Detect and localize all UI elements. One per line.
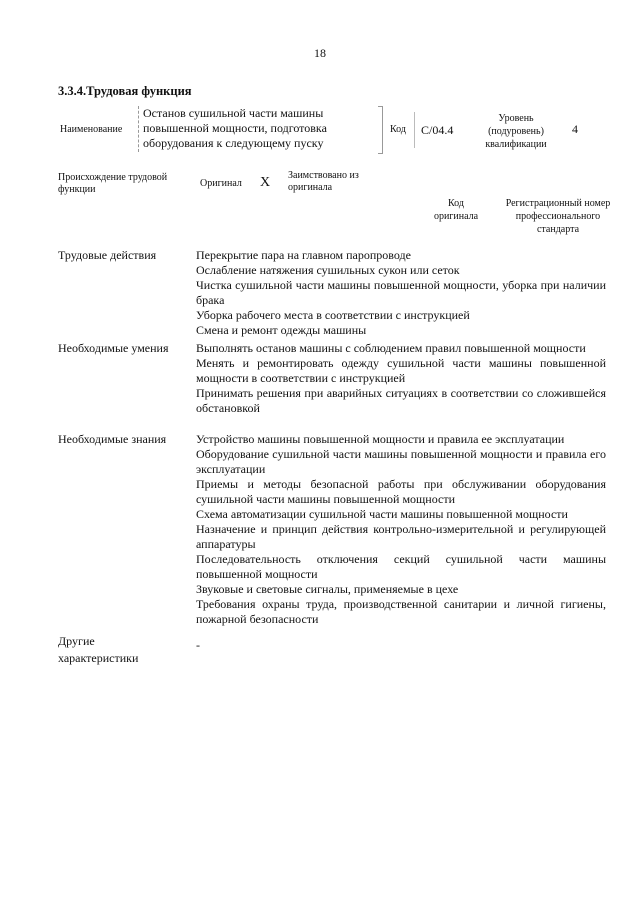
function-name [138,106,375,152]
list-item: Чистка сушильной части машины повышенной мощности, уборка при наличии брака [196,278,606,307]
qualification-level-label: Уровень (подуровень) квалификации [485,113,547,150]
list-item: Схема автоматизации сушильной части машины повышенной мощности [196,507,568,521]
qualification-level-value: 4 [572,122,578,136]
list-item: Звуковые и световые сигналы, применяемые в цехе [196,582,459,596]
list-item: Смена и ремонт одежды машины [196,323,367,337]
registration-number-label: Регистрационный номер профессионального стандарта [505,198,611,235]
list-item: Менять и ремонтировать одежду сушильной части машины повышенной мощности в соответствии с инструкцией [196,356,606,385]
list-item: Приемы и методы безопасной работы при обслуживании оборудования сушильной части машины повышенной мощности [196,477,606,506]
bracket-decoration [378,106,383,154]
list-item: Требования охраны труда, производственной санитарии и личной гигиены, пожарной безопасности [196,597,606,626]
list-item: Перекрытие пара на главном паропроводе [196,248,411,262]
labor-actions-list [196,248,606,338]
list-item: Уборка рабочего места в соответствии с инструкцией [196,308,470,322]
other-characteristics-value: - [196,638,200,652]
knowledge-label: Необходимые знания [58,432,167,446]
list-item: Оборудование сушильной части машины повышенной мощности и правила его эксплуатации [196,447,606,476]
code-value: C/04.4 [414,112,473,148]
list-item: Устройство машины повышенной мощности и правила ее эксплуатации [196,432,565,446]
original-label: Оригинал [200,178,242,189]
code-original-label: Код оригинала [433,198,479,222]
list-item: Принимать решения при аварийных ситуациях в соответствии со сложившейся обстановкой [196,386,606,415]
origin-title: Происхождение трудовой функции [58,172,168,195]
list-item: Ослабление натяжения сушильных сукон или сеток [196,263,460,277]
name-label: Наименование [60,124,123,135]
knowledge-list [196,432,606,627]
other-characteristics-label: Другие характеристики [58,634,139,665]
code-label: Код [390,124,406,135]
page-number: 18 [314,46,326,60]
original-mark: X [260,175,271,190]
labor-actions-label: Трудовые действия [58,248,157,262]
borrowed-label: Заимствовано из оригинала [288,170,359,193]
function-name-text: Останов сушильной части машины повышенной мощности, подготовка оборудования к следующему пуску [143,106,327,150]
skills-list [196,341,606,416]
list-item: Последовательность отключения секций сушильной части машины повышенной мощности [196,552,606,581]
list-item: Назначение и принцип действия контрольно-измерительной и регулирующей аппаратуры [196,522,606,551]
skills-label: Необходимые умения [58,341,169,355]
section-title: 3.3.4.Трудовая функция [58,84,192,98]
list-item: Выполнять останов машины с соблюдением правил повышенной мощности [196,341,586,355]
